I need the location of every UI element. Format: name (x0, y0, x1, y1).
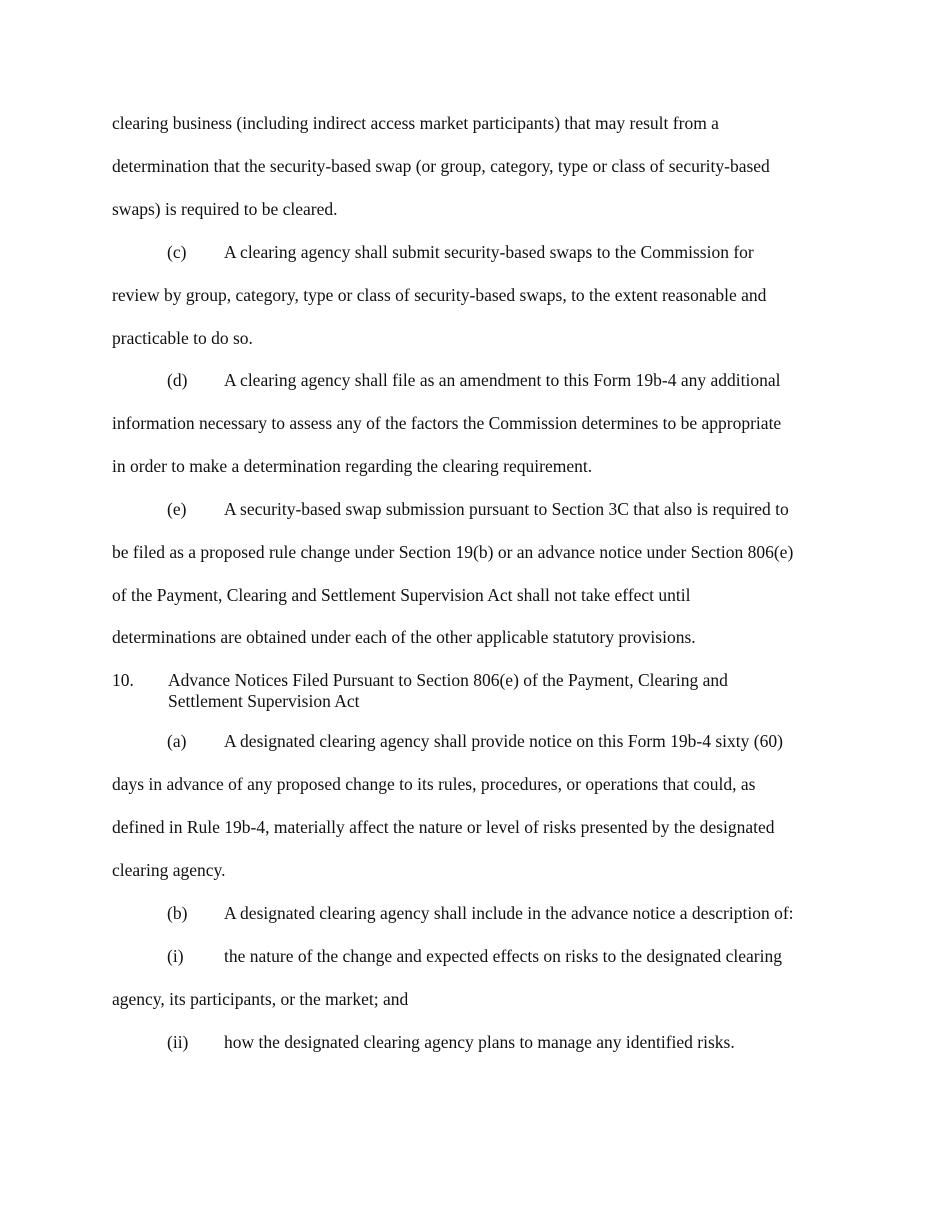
para-e-line-2: be filed as a proposed rule change under Section 19(b) or an advance notice under Section 806(e) (112, 542, 794, 562)
para-c-first-line: A clearing agency shall submit security-based swaps to the Commission for (224, 242, 754, 262)
para-10b-i-first-line: the nature of the change and expected effects on risks to the designated clearing (224, 946, 782, 966)
para-e-line-4: determinations are obtained under each of the other applicable statutory provisions. (112, 627, 696, 647)
para-10a-label: (a) (167, 731, 187, 751)
para-10a-first-line: A designated clearing agency shall provide notice on this Form 19b-4 sixty (60) (224, 731, 783, 751)
para-d-label: (d) (167, 370, 188, 390)
para-d-line-2: information necessary to assess any of the factors the Commission determines to be appropriate (112, 413, 782, 433)
para-10b-i-line-2: agency, its participants, or the market; and (112, 989, 409, 1009)
para-e-label: (e) (167, 499, 187, 519)
section-10-title-line-1: Advance Notices Filed Pursuant to Section 806(e) of the Payment, Clearing and (168, 670, 728, 690)
para-10a-line-2: days in advance of any proposed change to its rules, procedures, or operations that could, as (112, 774, 756, 794)
para-d-line-3: in order to make a determination regarding the clearing requirement. (112, 456, 593, 476)
para-10b-first-line: A designated clearing agency shall include in the advance notice a description of: (224, 903, 794, 923)
para-c-line-2: review by group, category, type or class of security-based swaps, to the extent reasonable and (112, 285, 767, 305)
para-10a-line-4: clearing agency. (112, 860, 226, 880)
continuation-line-2: determination that the security-based swap (or group, category, type or class of security-based (112, 156, 770, 176)
section-10-title-line-2: Settlement Supervision Act (168, 691, 360, 711)
para-e-line-3: of the Payment, Clearing and Settlement Supervision Act shall not take effect until (112, 585, 691, 605)
para-10b-label: (b) (167, 903, 188, 923)
para-10a-line-3: defined in Rule 19b-4, materially affect the nature or level of risks presented by the designated (112, 817, 775, 837)
para-10b-i-label: (i) (167, 946, 184, 966)
para-c-label: (c) (167, 242, 187, 262)
para-10b-ii-label: (ii) (167, 1032, 189, 1052)
section-10-number: 10. (112, 670, 134, 690)
para-e-first-line: A security-based swap submission pursuant to Section 3C that also is required to (224, 499, 789, 519)
para-d-first-line: A clearing agency shall file as an amendment to this Form 19b-4 any additional (224, 370, 781, 390)
para-c-line-3: practicable to do so. (112, 328, 253, 348)
continuation-line-3: swaps) is required to be cleared. (112, 199, 338, 219)
para-10b-ii-first-line: how the designated clearing agency plans to manage any identified risks. (224, 1032, 735, 1052)
continuation-line-1: clearing business (including indirect access market participants) that may result from a (112, 113, 719, 133)
